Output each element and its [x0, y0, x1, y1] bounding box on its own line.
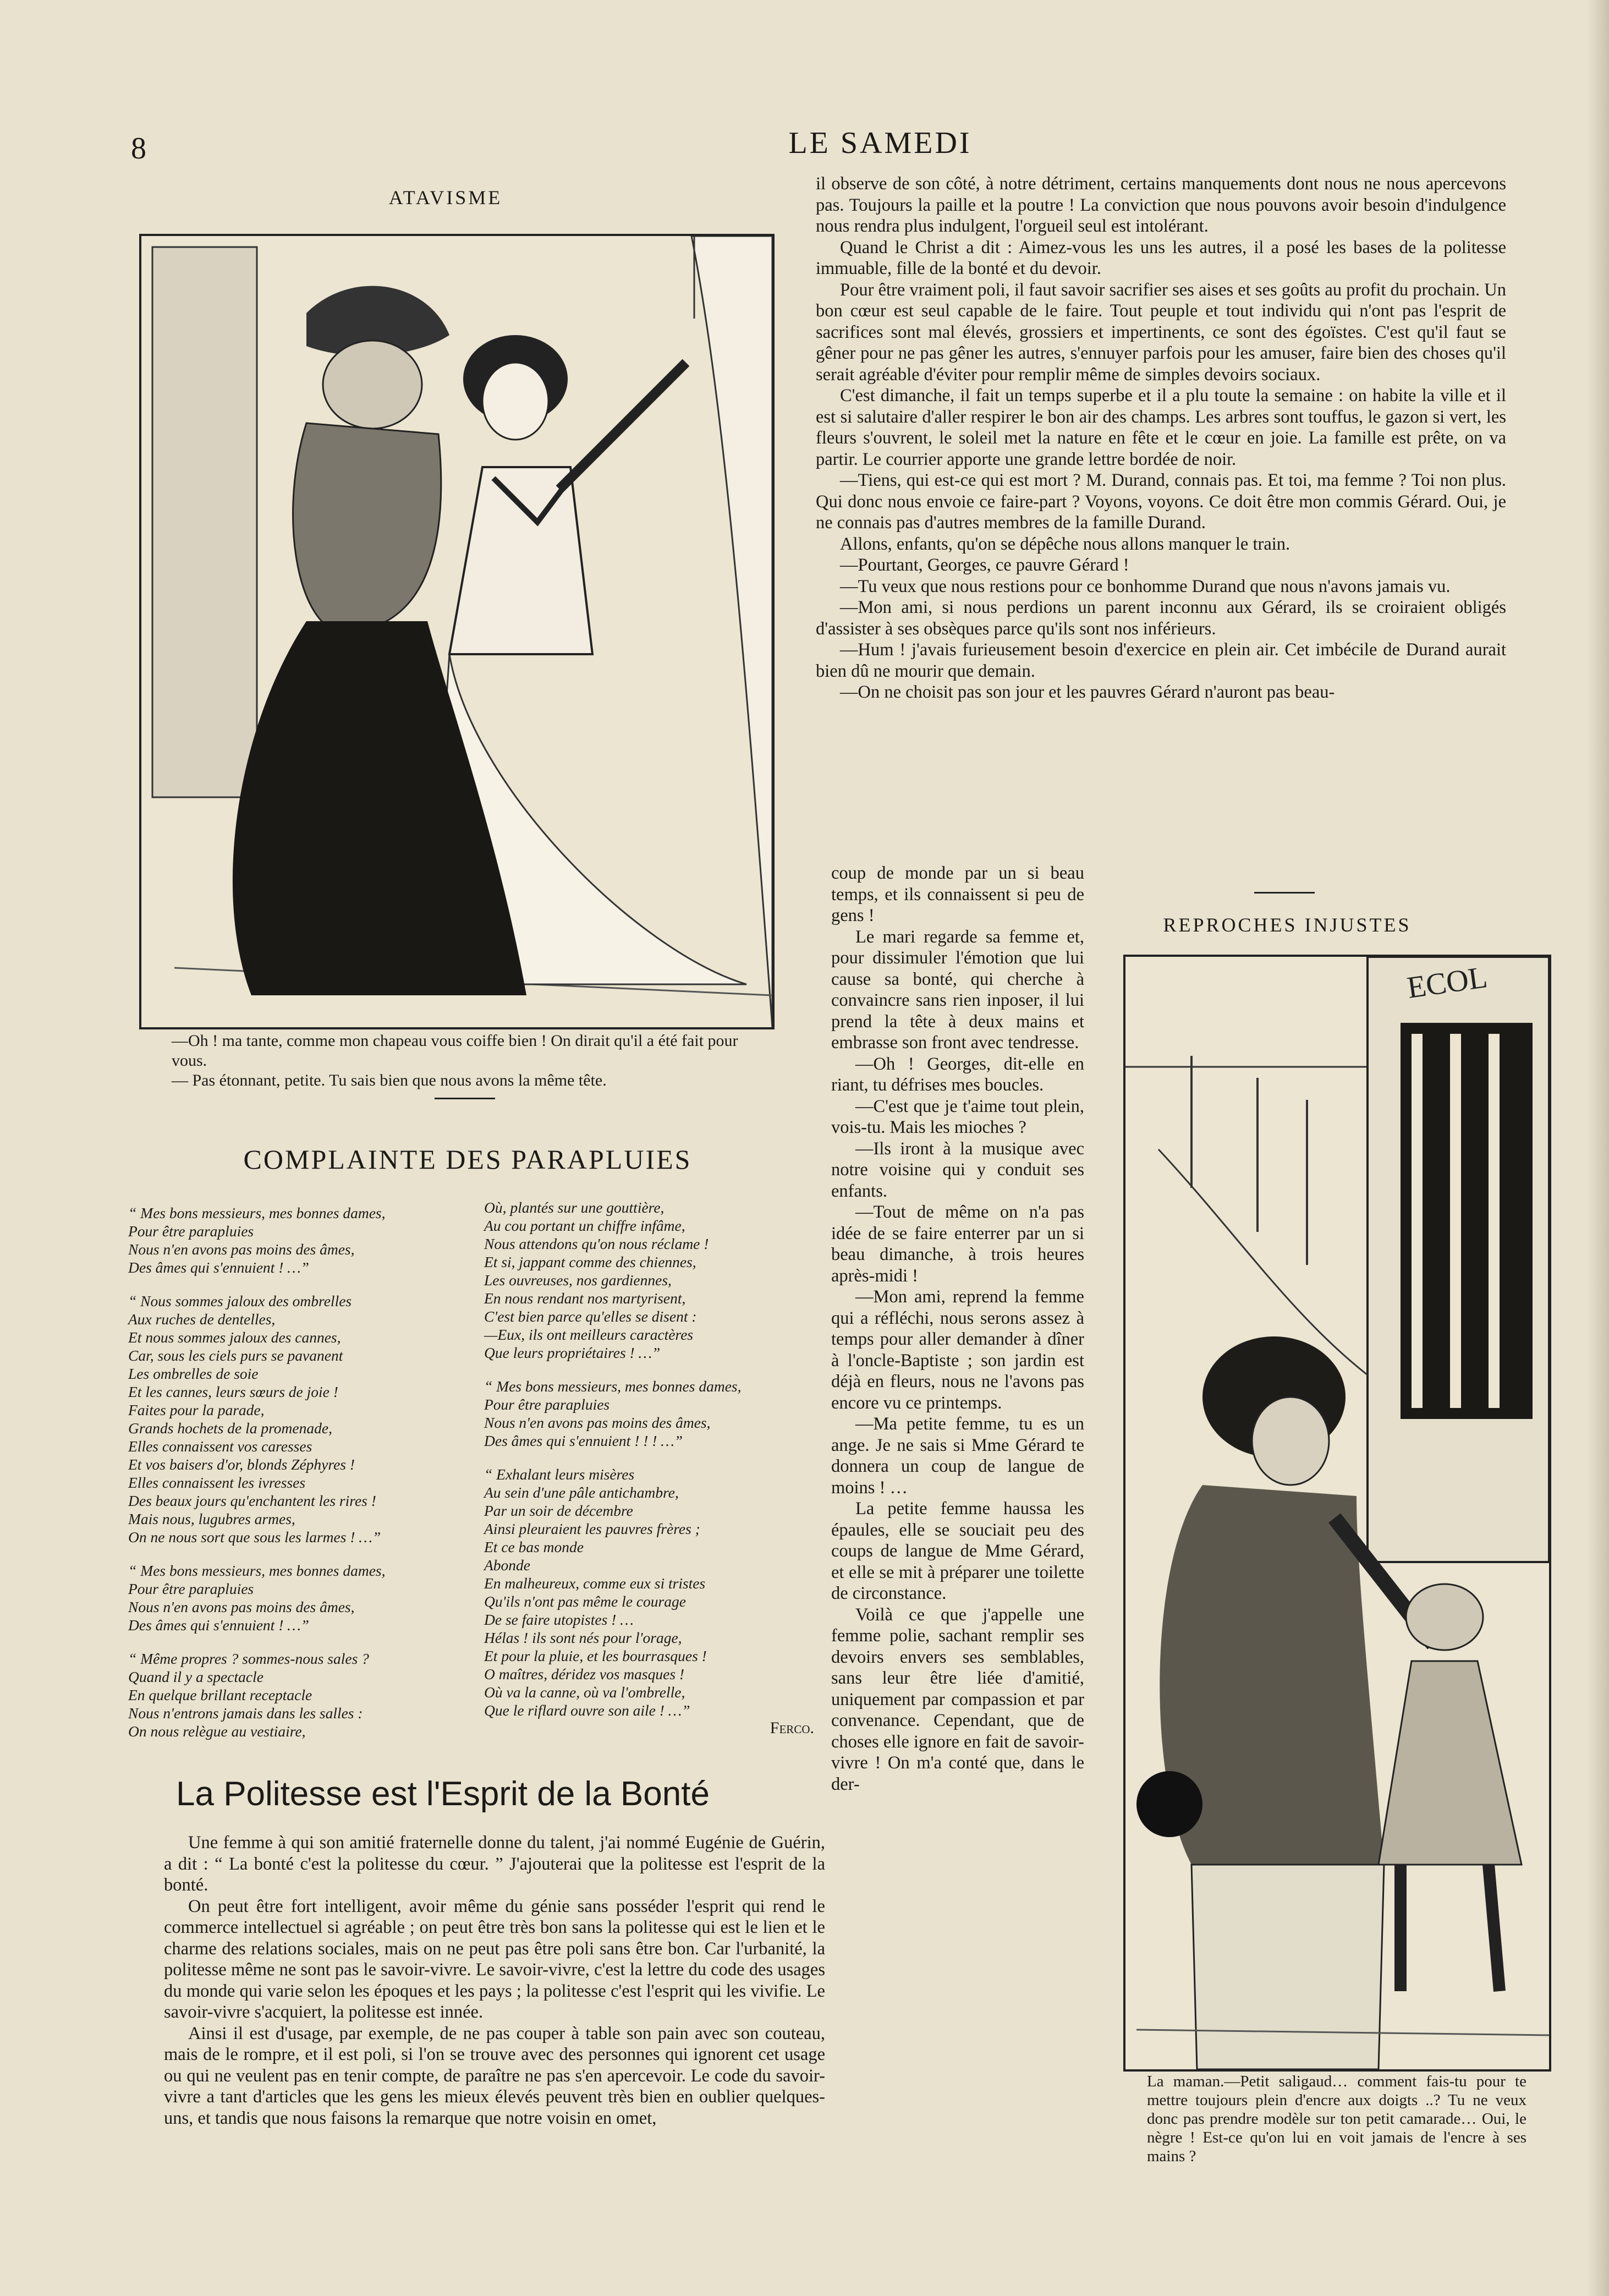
paragraph: —Tu veux que nous restions pour ce bonhomme Durand que nous n'avons jamais vu. — [840, 576, 1451, 596]
poem-line: “ Exhalant leurs misères — [484, 1466, 635, 1483]
poem-line: Et les cannes, leurs sœurs de joie ! — [128, 1383, 338, 1400]
poem-stanza — [484, 1465, 825, 1719]
paragraph: —Mon ami, si nous perdions un parent inconnu aux Gérard, ils se croiraient obligés d'assister à ses obsèques parce qu'ils sont nos inférieurs. — [816, 598, 1506, 639]
paragraph: La petite femme haussa les épaules, elle se souciait peu des coups de langue de Mme Gérard, et elle se mit à préparer une toilette de circonstance. — [831, 1499, 1084, 1603]
paragraph: —Oh ! Georges, dit-elle en riant, tu défrises mes boucles. — [831, 1054, 1084, 1095]
poem-line: En malheureux, comme eux si tristes — [484, 1575, 706, 1592]
poem-line: Des âmes qui s'ennuient ! ! ! …” — [484, 1432, 683, 1449]
poem-line: O maîtres, déridez vos masques ! — [484, 1665, 685, 1683]
poem-line: Des âmes qui s'ennuient ! …” — [128, 1616, 309, 1634]
article-column-2 — [816, 173, 1506, 703]
paragraph: —Tiens, qui est-ce qui est mort ? M. Durand, connais pas. Et toi, ma femme ? Toi non plus. Qui donc nous envoie ce faire-part ? Voyons, voyons. Ce doit être mon commis Gérard. Oui, je ne connais pas d'autres membres de la famille Durand. — [816, 470, 1506, 533]
poem-stanza — [128, 1204, 475, 1276]
poem-line: “ Même propres ? sommes-nous sales ? — [128, 1650, 369, 1667]
poem-stanza — [484, 1377, 825, 1450]
poem-line: Grands hochets de la promenade, — [128, 1420, 332, 1437]
paragraph: Allons, enfants, qu'on se dépêche nous allons manquer le train. — [840, 534, 1291, 554]
poem-stanza — [128, 1561, 475, 1634]
journal-title: LE SAMEDI — [788, 126, 972, 160]
poem-line: Et ce bas monde — [484, 1538, 584, 1555]
paragraph: Une femme à qui son amitié fraternelle donne du talent, j'ai nommé Eugénie de Guérin, a dit : “ La bonté c'est la politesse du cœur. ” J'ajouterai que la politesse est l'esprit de la bonté. — [164, 1833, 825, 1895]
poem-line: Elles connaissent les ivresses — [128, 1474, 306, 1491]
poem-line: Où, plantés sur une gouttière, — [484, 1199, 665, 1216]
article-column-1 — [164, 1832, 825, 2129]
page-edge-shadow — [1587, 0, 1609, 2296]
paragraph: —Pourtant, Georges, ce pauvre Gérard ! — [840, 555, 1129, 575]
poem-right-column — [484, 1198, 825, 1735]
school-sign-text: ECOL — [1405, 960, 1490, 1005]
poem-stanza — [484, 1198, 825, 1362]
poem-line: C'est bien parce qu'elles se disent : — [484, 1308, 697, 1325]
paragraph: Ainsi il est d'usage, par exemple, de ne pas couper à table son pain avec son couteau, mais de le rompre, et il est poli, si l'on se trouve avec des personnes qui ignorent cet usage ou qui ne veulent pas en tenir compte, de paraître ne pas s'en apercevoir. Le code du savoir-vivre a tant d'articles que les gens les mieux élevés peuvent très bien en oublier quelques-uns, et tandis que nous faisons la remarque que notre voisin en omet, — [164, 2023, 825, 2128]
poem-line: Nous n'en avons pas moins des âmes, — [484, 1414, 711, 1431]
paragraph: Pour être vraiment poli, il faut savoir sacrifier ses aises et ses goûts au profit du prochain. Un bon cœur est seul capable de le faire. Tout peuple et tout individu qui n'ont pas l'esprit de sacrifices sont mal élevés, grossiers et impertinents, ce sont des égoïstes. C'est qu'il faut se gêner pour ne pas gêner les autres, s'ennuyer parfois pour les amuser, faire bien des choses qu'il serait agréable d'éviter pour remplir même de simples devoirs sociaux. — [816, 280, 1506, 385]
poem-line: Les ouvreuses, nos gardiennes, — [484, 1272, 672, 1289]
figure1-caption-line1: —Oh ! ma tante, comme mon chapeau vous coiffe bien ! On dirait qu'il a été fait pour vous. — [172, 1032, 738, 1070]
paragraph: —Tout de même on n'a pas idée de se faire enterrer par un si beau dimanche, à trois heures après-midi ! — [831, 1202, 1084, 1286]
paragraph: C'est dimanche, il fait un temps superbe et il a plu toute la semaine : on habite la ville et il est si salutaire d'aller respirer le bon air des champs. Les arbres sont touffus, le gazon si vert, les fleurs s'ouvrent, le soleil met la nature en fête et le cœur en joie. La famille est prête, on va partir. Le courrier apporte une grande lettre bordée de noir. — [816, 386, 1506, 469]
poem-signature: Ferco. — [770, 1719, 814, 1737]
poem-line: Abonde — [484, 1557, 531, 1574]
figure2-drawing — [1125, 957, 1549, 2069]
article-column-2-narrow — [831, 863, 1084, 1795]
paragraph: —Hum ! j'avais furieusement besoin d'exercice en plein air. Cet imbécile de Durand aurait bien dû ne mourir que demain. — [816, 640, 1506, 681]
figure2-caption: La maman.—Petit saligaud… comment fais-tu pour te mettre toujours plein d'encre aux doigts ..? Tu ne veux donc pas prendre modèle sur ton petit camarade… Oui, le nègre ! Est-ce qu'on lui en voit jamais de l'encre à ses mains ? — [1147, 2073, 1526, 2165]
poem-title: COMPLAINTE DES PARAPLUIES — [243, 1144, 692, 1175]
section-divider — [435, 1098, 495, 1099]
poem-line: Car, sous les ciels purs se pavanent — [128, 1347, 343, 1364]
paragraph: —On ne choisit pas son jour et les pauvres Gérard n'auront pas beau- — [840, 682, 1335, 702]
poem-line: Nous n'en avons pas moins des âmes, — [128, 1241, 355, 1258]
poem-line: Et nous sommes jaloux des cannes, — [128, 1329, 341, 1346]
paragraph: coup de monde par un si beau temps, et ils connaissent si peu de gens ! — [831, 863, 1084, 925]
poem-stanza — [128, 1292, 475, 1546]
poem-line: On ne nous sort que sous les larmes ! …” — [128, 1528, 381, 1546]
article-title: La Politesse est l'Esprit de la Bonté — [176, 1775, 710, 1813]
poem-line: “ Nous sommes jaloux des ombrelles — [128, 1292, 352, 1309]
paragraph: On peut être fort intelligent, avoir même du génie sans posséder l'esprit qui rend le commerce intellectuel si agréable ; on peut être très bon sans la politesse qui est le lien et le charme des relations sociales, mais on ne peut pas être poli sans être bon. Car l'urbanité, la politesse même ne sont pas le savoir-vivre. Le savoir-vivre, c'est la lettre du code des usages du monde qui varie selon les époques et les pays ; la politesse c'est l'esprit qui les vivifie. Le savoir-vivre s'acquiert, la politesse est innée. — [164, 1896, 825, 2022]
poem-line: Nous n'entrons jamais dans les salles : — [128, 1705, 363, 1722]
poem-line: Des beaux jours qu'enchantent les rires ! — [128, 1492, 376, 1509]
poem-line: Et vos baisers d'or, blonds Zéphyres ! — [128, 1456, 355, 1473]
poem-line: Par un soir de décembre — [484, 1502, 633, 1519]
poem-line: Elles connaissent vos caresses — [128, 1438, 312, 1455]
paragraph: il observe de son côté, à notre détriment, certains manquements dont nous ne nous apercevons pas. Toujours la paille et la poutre ! La conviction que nous pouvons avoir besoin d'indulgence nous rendra plus indulgent, l'orgueil seul est intolérant. — [816, 174, 1506, 236]
poem-line: Que leurs propriétaires ! …” — [484, 1344, 661, 1361]
poem-line: Qu'ils n'ont pas même le courage — [484, 1593, 686, 1610]
section-divider-2 — [1254, 892, 1315, 894]
poem-line: Où va la canne, où va l'ombrelle, — [484, 1684, 685, 1701]
poem-line: Et pour la pluie, et les bourrasques ! — [484, 1647, 707, 1664]
poem-line: Des âmes qui s'ennuient ! …” — [128, 1259, 309, 1276]
paragraph: Le mari regarde sa femme et, pour dissimuler l'émotion que lui cause sa bonté, qui cherche à convaincre sans rien inposer, il lui prend la tête à deux mains et embrasse son front avec tendresse. — [831, 927, 1084, 1053]
poem-line: Aux ruches de dentelles, — [128, 1311, 276, 1328]
poem-line: Nous attendons qu'on nous réclame ! — [484, 1235, 709, 1252]
poem-line: Au sein d'une pâle antichambre, — [484, 1484, 679, 1501]
page-number: 8 — [131, 131, 146, 166]
poem-line: Pour être parapluies — [128, 1580, 254, 1597]
poem-line: Que le riflard ouvre son aile ! …” — [484, 1702, 690, 1719]
paragraph: —Ma petite femme, tu es un ange. Je ne sais si Mme Gérard te donnera un coup de langue de moins ! … — [831, 1414, 1084, 1498]
poem-line: De se faire utopistes ! … — [484, 1611, 634, 1628]
figure2-title: REPROCHES INJUSTES — [1163, 914, 1412, 936]
poem-line: En nous rendant nos martyrisent, — [484, 1290, 686, 1307]
poem-line: Mais nous, lugubres armes, — [128, 1510, 295, 1527]
poem-line: “ Mes bons messieurs, mes bonnes dames, — [128, 1204, 386, 1221]
poem-stanza — [128, 1650, 475, 1740]
poem-line: Au cou portant un chiffre infâme, — [484, 1217, 685, 1234]
paragraph: —Ils iront à la musique avec notre voisine qui y conduit ses enfants. — [831, 1138, 1084, 1201]
figure1-caption-line2: — Pas étonnant, petite. Tu sais bien que nous avons la même tête. — [172, 1071, 607, 1089]
poem-line: En quelque brillant receptacle — [128, 1686, 312, 1703]
paragraph: —Mon ami, reprend la femme qui a réfléchi, nous serons assez à temps pour aller demander à dîner à l'oncle-Baptiste ; son jardin est déjà en fleurs, nous ne l'avons pas encore vu ce printemps. — [831, 1287, 1084, 1413]
paragraph: —C'est que je t'aime tout plein, vois-tu. Mais les mioches ? — [831, 1096, 1084, 1137]
poem-line: Les ombrelles de soie — [128, 1365, 259, 1382]
figure2-illustration — [1123, 955, 1551, 2072]
figure1-drawing — [141, 236, 772, 1027]
paragraph: Quand le Christ a dit : Aimez-vous les uns les autres, il a posé les bases de la politesse immuable, fille de la bonté et du devoir. — [816, 237, 1506, 278]
poem-line: On nous relègue au vestiaire, — [128, 1723, 306, 1740]
figure1-caption — [172, 1031, 771, 1091]
poem-line: Pour être parapluies — [484, 1396, 610, 1413]
poem-line: Nous n'en avons pas moins des âmes, — [128, 1598, 355, 1615]
poem-left-column — [128, 1204, 475, 1756]
poem-line: —Eux, ils ont meilleurs caractères — [484, 1326, 694, 1343]
poem-line: “ Mes bons messieurs, mes bonnes dames, — [484, 1378, 742, 1395]
poem-line: Faites pour la parade, — [128, 1401, 265, 1418]
poem-line: Ainsi pleuraient les pauvres frères ; — [484, 1520, 700, 1537]
poem-line: Et si, jappant comme des chiennes, — [484, 1253, 696, 1270]
poem-line: Pour être parapluies — [128, 1223, 254, 1240]
paragraph: Voilà ce que j'appelle une femme polie, sachant remplir ses devoirs envers ses semblables, sans leur être liée d'amitié, uniquement par compassion et par convenance. Cependant, que de choses elle ignore en fait de savoir-vivre ! On m'a conté que, dans le der- — [831, 1604, 1084, 1794]
poem-line: Hélas ! ils sont nés pour l'orage, — [484, 1629, 682, 1646]
figure1-title: ATAVISME — [388, 187, 503, 209]
poem-line: Quand il y a spectacle — [128, 1668, 263, 1685]
poem-line: “ Mes bons messieurs, mes bonnes dames, — [128, 1562, 386, 1579]
figure1-illustration — [139, 234, 775, 1029]
